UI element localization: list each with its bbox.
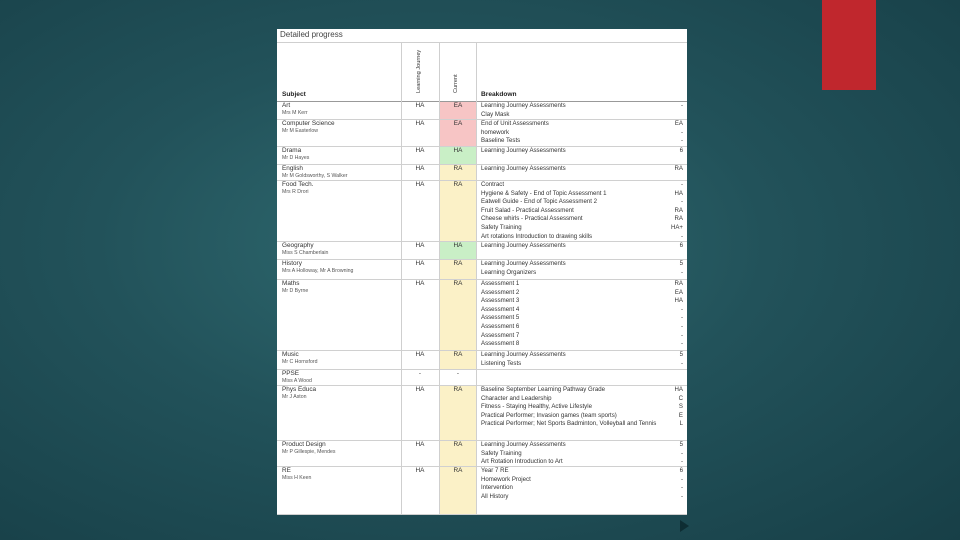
breakdown-list: [481, 281, 685, 350]
breakdown-list: [481, 387, 685, 438]
breakdown-item: [481, 341, 685, 350]
learning-journey-grade: HA: [415, 181, 425, 188]
current-grade: RA: [440, 260, 476, 279]
column-divider: [439, 43, 440, 515]
table-row: [277, 351, 687, 370]
current-grade: RA: [440, 386, 476, 440]
header-subject: Subject: [282, 91, 306, 99]
current-grade: HA: [440, 242, 476, 259]
teacher-name: Mrs M Kerr: [282, 110, 308, 116]
subject-name: Computer Science: [282, 120, 335, 127]
subject-name: RE: [282, 467, 291, 474]
learning-journey-grade: HA: [415, 351, 425, 358]
breakdown-grade: -: [680, 232, 683, 240]
breakdown-grade: -: [680, 458, 683, 466]
breakdown-label: Contract: [481, 181, 505, 188]
learning-journey-grade: HA: [415, 242, 425, 249]
breakdown-item: [481, 361, 685, 370]
breakdown-grade: -: [680, 137, 683, 145]
breakdown-grade: -: [680, 449, 683, 457]
breakdown-label: Learning Journey Assessments: [481, 147, 566, 154]
breakdown-grade: C: [678, 394, 683, 402]
breakdown-grade: -: [680, 492, 683, 500]
table-row: [277, 370, 687, 386]
breakdown-item: [481, 138, 685, 147]
teacher-name: Mr C Hornsford: [282, 359, 318, 365]
breakdown-label: Eatwell Guide - End of Topic Assessment 2: [481, 198, 598, 206]
breakdown-item: [481, 148, 685, 157]
subject-name: PPSE: [282, 370, 300, 377]
breakdown-grade: RA: [674, 280, 683, 287]
current-grade: EA: [440, 102, 476, 119]
breakdown-grade: 5: [679, 441, 683, 448]
teacher-name: Miss H Keen: [282, 475, 312, 481]
breakdown-label: Character and Leadership: [481, 394, 552, 402]
table-row: [277, 165, 687, 181]
teacher-name: Miss A Wood: [282, 378, 312, 384]
breakdown-list: [481, 442, 685, 468]
breakdown-list: [481, 103, 685, 120]
current-grade: RA: [440, 441, 476, 466]
breakdown-item: [481, 270, 685, 279]
breakdown-label: End of Unit Assessments: [481, 120, 549, 127]
breakdown-grade: -: [680, 268, 683, 276]
breakdown-grade: HA: [674, 386, 683, 393]
header-learning-journey: Learning Journey: [416, 49, 422, 93]
breakdown-grade: -: [680, 359, 683, 367]
breakdown-grade: 6: [679, 467, 683, 474]
subject-name: Geography: [282, 242, 314, 249]
breakdown-label: Assessment 3: [481, 297, 520, 305]
breakdown-list: [481, 166, 685, 175]
breakdown-grade: HA+: [670, 223, 683, 231]
subject-name: Food Tech.: [282, 181, 314, 188]
breakdown-grade: S: [678, 403, 683, 411]
learning-journey-grade: -: [418, 370, 422, 377]
breakdown-label: Year 7 RE: [481, 467, 509, 474]
teacher-name: Mr D Byrne: [282, 288, 309, 294]
breakdown-label: homework: [481, 128, 510, 136]
breakdown-label: Learning Journey Assessments: [481, 260, 566, 267]
triangle-bullet-icon: [680, 520, 689, 532]
current-grade: RA: [440, 280, 476, 350]
breakdown-grade: [683, 112, 685, 121]
subject-name: History: [282, 260, 302, 267]
breakdown-item: [481, 166, 685, 175]
table-row: [277, 147, 687, 165]
breakdown-grade: HA: [674, 189, 683, 197]
table-header: [277, 43, 687, 101]
breakdown-label: Fitness - Staying Healthy, Active Lifestyle: [481, 403, 592, 411]
breakdown-label: Learning Journey Assessments: [481, 165, 566, 172]
breakdown-grade: -: [680, 314, 683, 322]
subject-name: English: [282, 165, 303, 172]
breakdown-label: Practical Performer; Net Sports Badminton, Volleyball and Tennis: [481, 420, 657, 428]
table-row: [277, 467, 687, 515]
breakdown-label: Art rotations Introduction to drawing skills: [481, 232, 593, 240]
breakdown-grade: -: [680, 305, 683, 313]
table-row: [277, 102, 687, 120]
current-grade: EA: [440, 120, 476, 146]
breakdown-list: [481, 148, 685, 157]
breakdown-list: [481, 352, 685, 369]
breakdown-label: Assessment 7: [481, 331, 520, 339]
current-grade: RA: [440, 165, 476, 180]
table-row: [277, 242, 687, 260]
breakdown-label: Baseline September Learning Pathway Grade: [481, 386, 605, 393]
table-row: [277, 280, 687, 351]
breakdown-grade: EA: [674, 288, 683, 296]
breakdown-label: Safety Training: [481, 223, 522, 231]
teacher-name: Mrs A Holloway, Mr A Browning: [282, 268, 354, 274]
learning-journey-grade: HA: [415, 467, 425, 474]
breakdown-item: [481, 485, 685, 494]
breakdown-label: Practical Performer; Invasion games (team sports): [481, 411, 617, 419]
table-row: [277, 181, 687, 242]
subject-name: Phys Educa: [282, 386, 317, 393]
breakdown-label: Listening Tests: [481, 359, 522, 367]
teacher-name: Mr M Easterlow: [282, 128, 319, 134]
breakdown-label: Learning Journey Assessments: [481, 351, 566, 358]
breakdown-grade: -: [680, 198, 683, 206]
breakdown-grade: -: [680, 181, 683, 188]
learning-journey-grade: HA: [415, 260, 425, 267]
subject-name: Product Design: [282, 441, 326, 448]
breakdown-list: [481, 261, 685, 278]
column-divider: [401, 43, 402, 515]
subject-name: Drama: [282, 147, 302, 154]
breakdown-label: Assessment 8: [481, 340, 520, 348]
breakdown-grade: -: [680, 475, 683, 483]
subject-name: Music: [282, 351, 299, 358]
current-grade: RA: [440, 467, 476, 514]
breakdown-label: Hygiene & Safety - End of Topic Assessment 1: [481, 189, 607, 197]
breakdown-label: Assessment 5: [481, 314, 520, 322]
subject-name: Maths: [282, 280, 300, 287]
breakdown-label: Homework Project: [481, 475, 531, 483]
table-row: [277, 260, 687, 280]
breakdown-grade: -: [680, 340, 683, 348]
breakdown-grade: -: [680, 331, 683, 339]
breakdown-item: [481, 121, 685, 130]
breakdown-grade: EA: [674, 120, 683, 127]
breakdown-grade: -: [680, 128, 683, 136]
current-grade: -: [456, 370, 460, 377]
learning-journey-grade: HA: [415, 441, 425, 448]
breakdown-label: Art Rotation Introduction to Art: [481, 458, 563, 466]
breakdown-grade: HA: [674, 297, 683, 305]
breakdown-label: Learning Journey Assessments: [481, 242, 566, 249]
learning-journey-grade: HA: [415, 386, 425, 393]
teacher-name: Mr D Hayes: [282, 155, 310, 161]
breakdown-grade: 6: [679, 242, 683, 249]
breakdown-label: Assessment 2: [481, 288, 520, 296]
breakdown-grade: -: [680, 102, 683, 109]
breakdown-item: [481, 112, 685, 121]
breakdown-grade: 6: [679, 147, 683, 154]
table-row: [277, 441, 687, 467]
breakdown-label: Learning Journey Assessments: [481, 441, 566, 448]
breakdown-grade: 5: [679, 351, 683, 358]
teacher-name: Mrs R Drori: [282, 189, 309, 195]
progress-report: [277, 29, 687, 515]
column-divider: [476, 43, 477, 515]
breakdown-item: [481, 234, 685, 243]
breakdown-label: Assessment 6: [481, 322, 520, 330]
breakdown-grade: RA: [674, 206, 683, 214]
table-row: [277, 120, 687, 147]
learning-journey-grade: HA: [415, 165, 425, 172]
header-breakdown: Breakdown: [481, 91, 517, 99]
current-grade: RA: [440, 351, 476, 369]
breakdown-label: Safety Training: [481, 449, 522, 457]
breakdown-label: Intervention: [481, 484, 513, 492]
breakdown-label: Assessment 1: [481, 280, 520, 287]
breakdown-list: [481, 243, 685, 252]
teacher-name: Mr M Goldsworthy, S Walker: [282, 173, 348, 179]
breakdown-grade: E: [678, 411, 683, 419]
learning-journey-grade: HA: [415, 147, 425, 154]
table-row: [277, 386, 687, 441]
accent-bar: [822, 0, 876, 90]
breakdown-label: All History: [481, 492, 509, 500]
breakdown-item: [481, 494, 685, 503]
breakdown-item: [481, 243, 685, 252]
breakdown-label: Assessment 4: [481, 305, 520, 313]
subject-name: Art: [282, 102, 291, 109]
breakdown-grade: RA: [674, 165, 683, 172]
breakdown-label: Fruit Salad - Practical Assessment: [481, 206, 574, 214]
breakdown-grade: L: [679, 420, 683, 428]
teacher-name: Mr J Aston: [282, 394, 307, 400]
current-grade: HA: [440, 147, 476, 164]
learning-journey-grade: HA: [415, 120, 425, 127]
report-title: Detailed progress: [280, 30, 343, 39]
breakdown-label: Clay Mask: [481, 110, 510, 118]
teacher-name: Miss S Chamberlain: [282, 250, 329, 256]
breakdown-grade: 5: [679, 260, 683, 267]
learning-journey-grade: HA: [415, 280, 425, 287]
breakdown-item: [481, 421, 685, 438]
learning-journey-grade: HA: [415, 102, 425, 109]
breakdown-grade: RA: [674, 215, 683, 223]
breakdown-label: Learning Organizers: [481, 268, 537, 276]
breakdown-list: [481, 121, 685, 147]
breakdown-list: [481, 468, 685, 502]
breakdown-grade: -: [680, 322, 683, 330]
teacher-name: Mr P Gillespie, Mendes: [282, 449, 336, 455]
breakdown-grade: -: [680, 484, 683, 492]
breakdown-label: Learning Journey Assessments: [481, 102, 566, 109]
breakdown-label: Cheese whirls - Practical Assessment: [481, 215, 583, 223]
breakdown-item: [481, 103, 685, 112]
breakdown-list: [481, 182, 685, 242]
header-current: Current: [453, 74, 459, 93]
current-grade: RA: [440, 181, 476, 241]
breakdown-label: Baseline Tests: [481, 137, 521, 145]
